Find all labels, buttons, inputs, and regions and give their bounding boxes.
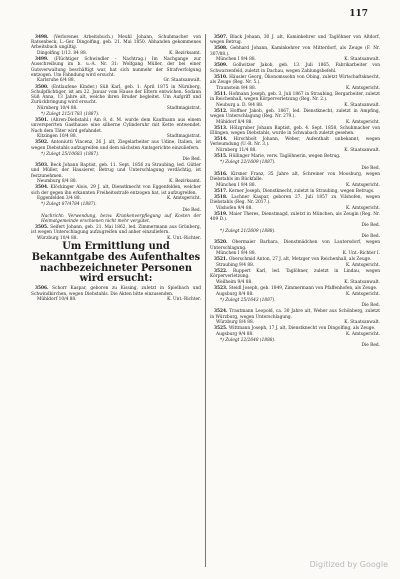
notice-text-block — [210, 240, 380, 250]
notice-entry — [210, 109, 380, 125]
entry-agency: Die Red. — [361, 303, 380, 309]
entry-text: Häusler Georg, Ökonomssohn von Obing, zuletzt Wirtschaftsknecht, als Zeuge (Reg. Nr. 5.). — [210, 74, 380, 86]
entry-number: 3518. — [214, 195, 228, 201]
notice-entry — [210, 269, 380, 285]
notice-text-block — [31, 214, 201, 224]
notice-text-block — [210, 212, 380, 222]
notice-text-block — [210, 309, 380, 319]
entry-signature — [210, 86, 380, 91]
notice-entry — [210, 309, 380, 325]
entry-signature — [210, 103, 380, 108]
entry-place-date: Weilheim 9/4 88. — [216, 280, 253, 286]
entry-agency: K. Bezirksamt. — [169, 51, 201, 56]
entry-text: Gebhard Johann, Kaminkehrer von Mitterdorf, als Zeuge (F. Nr. 307/88.). — [210, 46, 380, 57]
entry-text: Hoffner Jakob, geb. 1867, led. Dienstknecht, zuletzt in Ampfing, wegen Unterschlagung (Reg. Nr. 279.). — [210, 108, 380, 120]
entry-text: Lachner Kaspar, geboren 27. Juli 1857 zu Vilshofen, wegen Diebstahls (Reg. Nr. 2017.). — [210, 195, 380, 206]
notice-entry — [31, 112, 201, 117]
entry-text: (Ahren-Diebstahl.) Am 8. d. M. wurde dem Kaufmann aus einem unversperrten Gasthause eine silberne Cylinderuhr mit Kette entwendet. Nach dem Täter wird gefahndet. — [31, 118, 201, 134]
notice-text-block — [210, 109, 380, 119]
entry-text: Klöckinger Alois, 29 J. alt, Dienstknecht von Eggenfelden, welcher sich der gegen ihn erkannten Freiheitsstrafe entzogen hat, ist aufzugreifen. — [31, 185, 201, 196]
entry-signature — [210, 234, 380, 239]
notice-text-block — [210, 257, 380, 262]
entry-number: 3500. — [35, 84, 49, 90]
notice-entry — [31, 286, 201, 302]
notice-entry — [31, 140, 201, 150]
entry-number: 3508. — [214, 46, 228, 52]
notice-text-block — [210, 126, 380, 136]
notice-entry — [31, 185, 201, 201]
entry-text: Steidl Joseph, geb. 1849, Zimmermann von Pfaffenhofen, als Zeuge. — [228, 286, 378, 292]
notice-entry — [31, 202, 201, 212]
entry-number: 3520. — [214, 240, 228, 246]
entry-place-date: Nürnberg 10/4 88. — [37, 105, 78, 111]
notice-entry — [210, 46, 380, 62]
entry-agency: Die Red. — [361, 222, 380, 228]
entry-number: 3522. — [214, 269, 228, 275]
notice-text-block — [210, 92, 380, 102]
entry-text: *) Zulegt 87/4784 (1887). — [41, 202, 97, 208]
notice-text-block — [210, 154, 380, 159]
entry-text: Hirschbolt Johann, Weber, Aufenthalt unbekannt, wegen Verleumdung (U.-R. Nr. 3.). — [210, 137, 380, 148]
notice-entry — [31, 152, 201, 162]
entry-number: 3523. — [214, 286, 228, 292]
notice-entry — [210, 326, 380, 337]
entry-agency: Gr. Staatsanwalt. — [163, 78, 201, 84]
entry-number: 3510. — [214, 74, 228, 80]
notice-entry — [210, 195, 380, 211]
entry-number: 3509. — [214, 63, 228, 69]
entry-place-date: Eggenfelden 3/4 88. — [37, 196, 81, 202]
entry-agency: K. Staatsanwalt. — [344, 320, 380, 326]
notice-entry — [31, 35, 201, 56]
notice-text-block — [31, 185, 201, 195]
entry-number: 3519. — [214, 212, 228, 218]
entry-text: *) Zulegt 22/2648 (1888). — [220, 338, 276, 344]
entry-text: Hofmann Joseph, geb. 3. Juli 1867 in Straubing, Bergarbeiter, zuletzt in Reichenhall, wegen Körperverletzung (Reg. Nr. 2.). — [210, 91, 380, 103]
notice-entry — [210, 286, 380, 297]
entry-text: Seifert Johann, geb. 21. Mai 1862, led. Zimmermann aus Grünberg, ist wegen Unterschlagung aufzugreifen und anher einzuliefern. — [31, 225, 201, 236]
entry-number: 3525. — [214, 326, 228, 332]
entry-signature — [210, 251, 380, 256]
entry-number: 3499. — [35, 57, 49, 63]
notice-text-block — [31, 140, 201, 150]
entry-text: Hölzgruber Johann Baptist, geb. 4. Sept. 1858, Schuhmacher von Ellingen, wegen Diebstahls, wurde in Schwabach zuletzt gesehen. — [210, 125, 380, 137]
entry-signature — [210, 148, 380, 153]
entry-text: (Verlorenes Arbeitsbuch.) Meuhl Johann, Schuhmacher von Ratsenbeck, L.-Ger. Dingolfing, geb. 21. Mai 1850. Abhanden gekommenes Arbeitsbuch ungiltig. — [31, 35, 201, 51]
entry-signature — [210, 320, 380, 325]
entry-text: (Entlaufene Kinder.) Süß Karl, geb. 1. April 1875 in Nürnberg, Schulpflichtiger, ist am 22. Januar vom Hause der Eltern entwichen. Sodann Süß Anna, 13 Jahre alt, welche ihren Bruder begleitet. Um Aufgriff und Zurückbringung wird ersucht. — [31, 84, 201, 106]
entry-place-date: Mühldorf 8/4 88. — [216, 119, 253, 125]
entry-signature — [210, 343, 380, 348]
notice-text-block — [31, 225, 201, 235]
entry-signature — [31, 196, 201, 201]
entry-signature — [31, 179, 201, 184]
entry-agency: K. Amtsgericht. — [345, 205, 380, 211]
entry-place-date: München I 9/4 88. — [216, 182, 256, 188]
entry-number: 3512. — [214, 108, 228, 114]
notice-entry — [210, 189, 380, 194]
notice-text-block — [210, 63, 380, 73]
column-divider — [205, 34, 206, 567]
notice-entry — [31, 225, 201, 241]
entry-text: Beck Johann Baptist, geb. 11. Sept. 1856 zu Straubing, led. Gütler und Müller, der Hausierer, Betrug und Unterschlagung verdächtig, ist festzunehmen. — [31, 163, 201, 179]
entry-number: 3498. — [35, 35, 49, 40]
entry-agency: Stadtmagistrat. — [166, 134, 201, 140]
entry-place-date: Würzburg 8/4 88. — [216, 320, 255, 326]
entry-number: 3521. — [214, 257, 228, 263]
entry-signature — [31, 297, 201, 302]
notice-text-block — [210, 172, 380, 182]
entry-text: *) Zulegt 25/10683 (1887). — [41, 151, 100, 157]
entry-agency: K. Amtsgericht. — [345, 119, 380, 125]
entry-agency: K. Amtsgericht. — [345, 85, 380, 91]
entry-signature — [31, 106, 201, 111]
notice-text-block — [31, 286, 201, 296]
entry-signature — [210, 280, 380, 285]
entry-signature — [210, 263, 380, 268]
entry-text: *) Zulegt 21/2609 (1888). — [220, 229, 276, 235]
entry-text: Antoniutti Vincenz, 26 J. alt, Ziegelarbeiter aus Udine, Italien, ist wegen Diebstahls aufzugreifen und dem nächsten Amtsgerichte einzuliefern. — [31, 140, 201, 151]
notice-text-block — [31, 57, 201, 78]
entry-agency: Die Red. — [361, 165, 380, 171]
notice-entry — [31, 57, 201, 83]
notice-text-block — [31, 85, 201, 106]
entry-number: 3503. — [35, 163, 49, 169]
notice-entry — [31, 214, 201, 224]
notice-text-block — [210, 195, 380, 205]
entry-agency: K. Unt.-Richter I. — [342, 251, 380, 257]
notice-text-block — [31, 112, 201, 117]
left-entries-bottom — [31, 286, 201, 302]
entry-place-date: Neuburg a. D. 9/4 88. — [216, 102, 264, 108]
entry-agency: K. Staatsanwalt. — [344, 280, 380, 286]
notice-text-block — [31, 163, 201, 179]
entry-text: *) Zulegt 25/1643 (1887). — [220, 298, 276, 304]
entry-place-date: Straubing 9/4 88. — [216, 263, 255, 269]
entry-agency: Die Red. — [361, 343, 380, 349]
entry-agency: K. Staatsanwalt. — [344, 148, 380, 154]
notice-entry — [210, 126, 380, 136]
entry-text: Kirsner Franz, 35 Jahre alt, Schreiner von Moosburg, wegen Diebstahls im Rückfalle. — [210, 171, 380, 183]
entry-agency: K. Bezirksamt. — [169, 179, 201, 185]
entry-number: 3516. — [214, 171, 228, 177]
entry-text: Nachricht: Verwendung, bezw. Krankenverpflegung auf Kosten der Heimatgemeinde erschienen nicht mehr vergütet. — [41, 213, 201, 225]
right-entries — [210, 35, 380, 349]
left-column — [31, 34, 201, 567]
entry-number: 3505. — [35, 225, 49, 231]
entry-signature — [31, 134, 201, 139]
entry-text: Wittmann Joseph, 17 J. alt, Dienstknecht von Dingolfing, als Zeuge. — [228, 326, 376, 332]
entry-agency: K. Amtsgericht. — [345, 291, 380, 297]
entry-place-date: Kitzingen 10/4 88. — [37, 134, 77, 140]
entry-text: Maier Theres, Dienstmagd, zuletzt in München, als Zeugin (Reg. Nr. 409 D.). — [210, 212, 380, 223]
notice-text-block — [31, 35, 201, 51]
entry-text: (Flüchtiger Schwindler – Nachtrag.) Im Nachgange zur Ausschreibung im b. u.-A. Nr. 31: Wolfgang Müller, der bei einer Gutsverwaltung beschäftigt war, hat sich nunmehr der Strafverfolgung entzogen. Um Fahndung wird ersucht. — [31, 57, 201, 78]
entry-text: *) Zulegt 215/1783 (1887). — [41, 112, 100, 118]
entry-signature — [210, 303, 380, 308]
notice-entry — [31, 85, 201, 111]
entry-number: 3507. — [214, 35, 228, 40]
entry-number: 3515. — [214, 154, 228, 160]
notice-entry — [210, 92, 380, 108]
notice-entry — [210, 154, 380, 159]
notice-entry — [31, 163, 201, 184]
entry-place-date: Dingolfing 1/12. 84 88. — [37, 51, 88, 56]
entry-number: 3502. — [35, 140, 49, 146]
entry-place-date: Würzburg 10/4 88. — [37, 236, 78, 242]
entry-signature — [31, 157, 201, 162]
entry-signature — [210, 206, 380, 211]
entry-place-date: Karlsruhe 6/4 88. — [37, 78, 76, 84]
entry-signature — [210, 166, 380, 171]
notice-entry — [210, 298, 380, 308]
entry-signature — [31, 51, 201, 56]
entry-text: Oberschmid Anton, 27 J. alt, Metzger von Reichenhall, als Zeuge. — [228, 257, 372, 263]
entry-agency: K. Amtsgericht. — [345, 332, 380, 338]
entry-signature — [210, 120, 380, 125]
entry-signature — [31, 208, 201, 213]
notice-text-block — [31, 118, 201, 134]
entry-signature — [210, 57, 380, 62]
entry-number: 3514. — [214, 137, 228, 143]
entry-agency: K. Amtsgericht. — [345, 263, 380, 269]
entry-text: Obermaier Barbara, Dienstmädchen von Lautersdorf, wegen Unterschlagung. — [210, 240, 380, 251]
notice-text-block — [210, 46, 380, 56]
entry-text: *) Zulegt 22/1609 (1887). — [220, 160, 276, 166]
entry-text: Hüllinger Marie, verw. Taglöhnerin, wegen Betrug. — [228, 154, 341, 160]
entry-number: 3511. — [214, 91, 228, 97]
entry-agency: K. Unt.-Richter. — [167, 297, 201, 303]
entry-text: Gollwitzer Jakob, geb. 13. Juli 1865, Fabrikarbeiter von Schwarzenfeld, zuletzt in Dachau, wegen Zahlungsbefehl. — [210, 63, 380, 74]
entry-signature — [31, 78, 201, 83]
entry-text: Trautmann Leopold, ca. 30 Jahre alt, Weber aus Schönberg, zuletzt in Würzburg, wegen Unterschlagung. — [210, 309, 380, 320]
notice-text-block — [210, 75, 380, 85]
notice-entry — [210, 35, 380, 45]
entry-text: Schorr Kaspar, geboren zu Kissing, zuletzt in Spielbach und Schwindkirchen, wegen Diebstahls. Die Akten bitte einzusenden. — [31, 286, 201, 297]
notice-entry — [210, 338, 380, 348]
entry-place-date: Augsburg 9/4 88. — [216, 332, 254, 338]
notice-text-block — [210, 326, 380, 331]
entry-text: Black Johann, 30 J. alt, Kaminkehrer und Taglöhner von Altdorf, wegen Betrug. — [210, 35, 380, 46]
entry-agency: K. Staatsanwalt. — [344, 102, 380, 108]
entry-signature — [210, 332, 380, 337]
entry-agency: Stadtmagistrat. — [166, 105, 201, 111]
entry-place-date: München I 9/4 88. — [216, 251, 256, 257]
entry-number: 3524. — [214, 309, 228, 315]
entry-number: 3517. — [214, 188, 228, 194]
notice-entry — [210, 240, 380, 256]
notice-text-block — [210, 189, 380, 194]
entry-place-date: Neumburg 8/4 88. — [37, 179, 77, 185]
section-heading: Um Ermittlung und Bekanntgabe des Aufenthaltes nachbezeichneter Personen wird ersucht: — [31, 241, 201, 285]
entry-place-date: Nürnberg 11/4 88. — [216, 148, 257, 154]
entry-place-date: Vilshofen 9/4 88. — [216, 205, 253, 211]
entry-number: 3501. — [35, 118, 49, 124]
entry-text: Ruppert Karl, led. Taglöhner, zuletzt in Lindau, wegen Körperverletzung. — [210, 269, 380, 280]
notice-entry — [210, 172, 380, 188]
entry-number: 3513. — [214, 125, 228, 131]
notice-entry — [210, 212, 380, 228]
entry-agency: Die Red. — [361, 234, 380, 240]
entry-text: Kerner Joseph, Dienstknecht, zuletzt in Straubing, wegen Betrugs. — [228, 188, 375, 194]
right-column — [210, 34, 380, 567]
entry-agency: K. Amtsgericht. — [345, 182, 380, 188]
notice-text-block — [210, 35, 380, 45]
notice-entry — [210, 160, 380, 170]
entry-agency: Die Red. — [182, 207, 201, 213]
entry-signature — [210, 183, 380, 188]
entry-signature — [210, 292, 380, 297]
page-number: 117 — [349, 9, 368, 19]
entry-agency: Die Red. — [182, 157, 201, 163]
notice-entry — [210, 75, 380, 91]
notice-text-block — [210, 137, 380, 147]
notice-text-block — [210, 286, 380, 291]
digitized-watermark: Digitized by Google — [309, 560, 388, 569]
entry-agency: K. Unt.-Richter. — [167, 236, 201, 242]
notice-entry — [210, 63, 380, 73]
notice-entry — [210, 229, 380, 239]
notice-entry — [31, 118, 201, 139]
entry-place-date: München I 9/4 88. — [216, 57, 256, 63]
entry-number: 3504. — [35, 185, 49, 191]
left-entries-top — [31, 35, 201, 241]
entry-place-date: Augsburg 8/4 88. — [216, 291, 254, 297]
notice-entry — [210, 257, 380, 268]
notice-entry — [210, 137, 380, 153]
entry-place-date: Mühldorf 10/4 88. — [37, 297, 77, 303]
entry-signature — [210, 223, 380, 228]
entry-agency: K. Amtsgericht. — [166, 196, 201, 202]
notice-text-block — [210, 269, 380, 279]
entry-agency: K. Staatsanwalt. — [344, 57, 380, 63]
entry-number: 3506. — [35, 286, 49, 292]
entry-place-date: Traunstein 9/4 88. — [216, 85, 257, 91]
